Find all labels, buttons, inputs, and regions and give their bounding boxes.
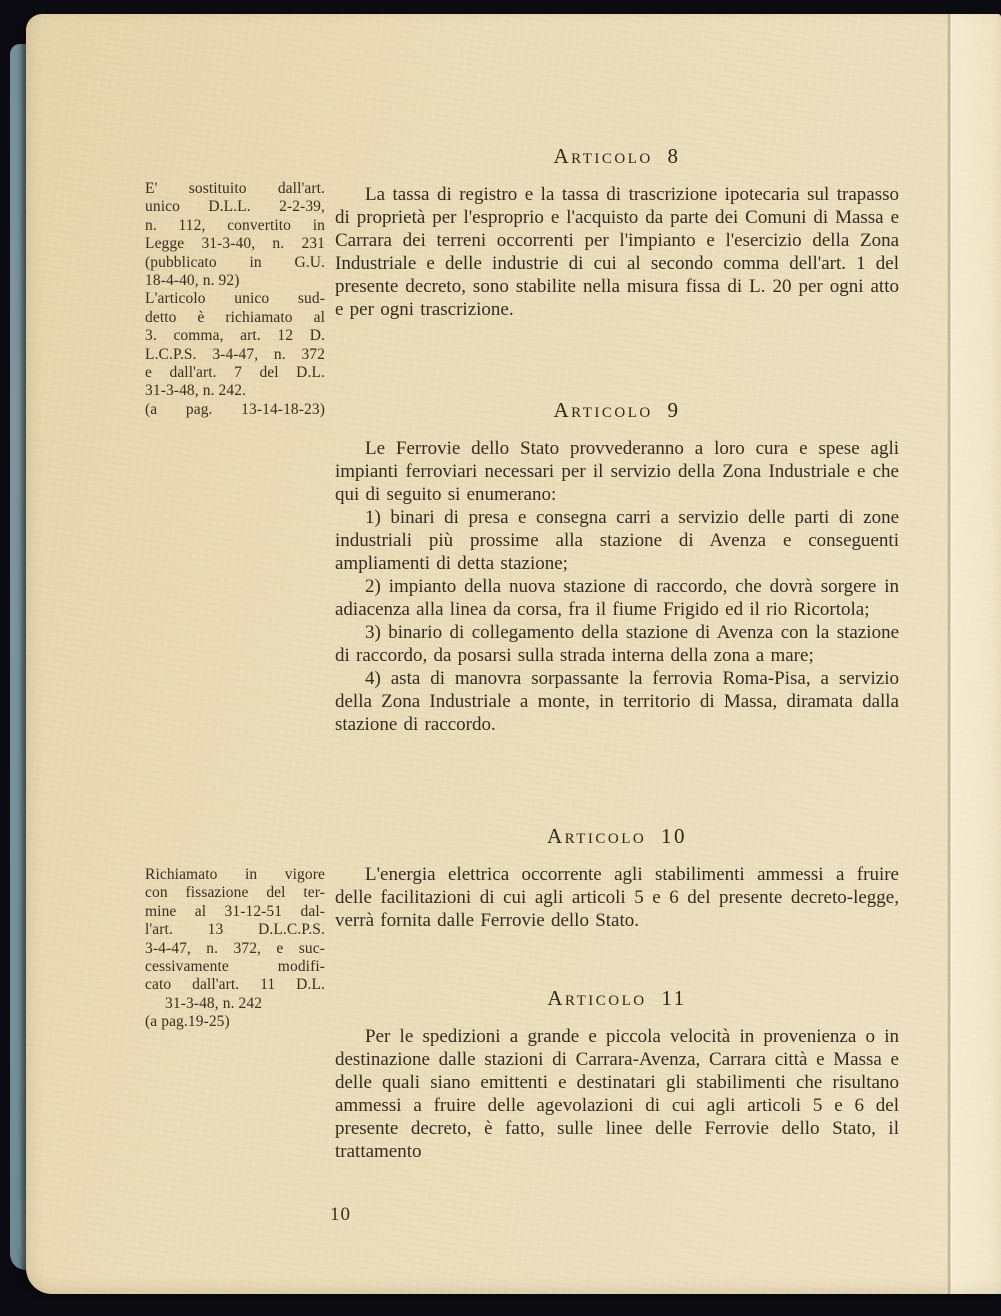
margin-note-line: 31-3-48, n. 242. xyxy=(145,382,247,400)
margin-note-line: L'articolo unico sud- xyxy=(145,290,325,308)
margin-note-line: 3-4-47, n. 372, e suc- xyxy=(145,939,325,957)
page-gutter-highlight xyxy=(951,14,1001,1294)
article-9-heading: Articolo 9 xyxy=(553,398,681,422)
margin-note-line: 31-3-48, n. 242 xyxy=(165,994,263,1012)
margin-note-line: (a pag. 13-14-18-23) xyxy=(145,400,325,418)
book-page xyxy=(26,14,1001,1294)
margin-note-line: L.C.P.S. 3-4-47, n. 372 xyxy=(145,345,325,363)
article-9 xyxy=(335,398,899,736)
margin-note-line: (a pag.19-25) xyxy=(145,1013,230,1031)
margin-note-line: unico D.L.L. 2-2-39, xyxy=(145,198,325,216)
margin-note-line: cessivamente modifi- xyxy=(145,958,325,976)
article-9-list-item: 1) binari di presa e consegna carri a servizio delle parti di zone industriali più prossime alla stazione di Avenza e conseguenti ampliamenti di detta stazione; xyxy=(335,507,899,574)
margin-note-line: 3. comma, art. 12 D. xyxy=(145,327,325,345)
margin-note-line: cato dall'art. 11 D.L. xyxy=(145,976,325,994)
article-9-list-item: 2) impianto della nuova stazione di raccordo, che dovrà sorgere in adiacenza alla linea da corsa, fra il fiume Frigido ed il rio Ricortola; xyxy=(335,576,899,620)
article-10 xyxy=(335,824,899,932)
article-8-paragraph: La tassa di registro e la tassa di trascrizione ipotecaria sul trapasso di proprietà per l'esproprio e l'acquisto da parte dei Comuni di Massa e Carrara dei terreni occorrenti per l'impianto e l'esercizio della Zona Industriale e delle industrie di cui al secondo comma dell'art. 1 del presente decreto, sono stabilite nella misura fissa di L. 20 per ogni atto e per ogni trascrizione. xyxy=(335,184,899,320)
article-8 xyxy=(335,144,899,321)
margin-note-article-10 xyxy=(145,866,325,1032)
margin-note-article-8 xyxy=(145,180,325,419)
article-8-heading: Articolo 8 xyxy=(553,144,681,168)
margin-note-line: (pubblicato in G.U. xyxy=(145,253,325,271)
article-10-paragraph: L'energia elettrica occorrente agli stabilimenti ammessi a fruire delle facilitazioni di cui agli articoli 5 e 6 del presente decreto-legge, verrà fornita dalle Ferrovie dello Stato. xyxy=(335,864,899,931)
article-11-heading: Articolo 11 xyxy=(547,986,687,1010)
margin-note-line: E' sostituito dall'art. xyxy=(145,180,325,197)
article-10-heading: Articolo 10 xyxy=(546,824,687,848)
article-11-paragraph: Per le spedizioni a grande e piccola velocità in provenienza o in destinazione dalle stazioni di Carrara-Avenza, Carrara città e Massa e delle quali siano emittenti e destinatari gli stabilimenti che risultano ammessi a fruire delle agevolazioni di cui agli articoli 5 e 6 del presente decreto, è fatto, sulle linee delle Ferrovie dello Stato, il trattamento xyxy=(335,1026,899,1162)
margin-note-line: Legge 31-3-40, n. 231 xyxy=(145,235,325,253)
margin-note-line: Richiamato in vigore xyxy=(145,866,325,883)
margin-note-line: e dall'art. 7 del D.L. xyxy=(145,364,325,382)
article-9-list-item: 3) binario di collegamento della stazione di Avenza con la stazione di raccordo, da posarsi sulla strada interna della zona a mare; xyxy=(335,622,899,666)
margin-note-line: con fissazione del ter- xyxy=(145,884,325,902)
margin-note-line: mine al 31-12-51 dal- xyxy=(145,902,325,920)
margin-note-line: n. 112, convertito in xyxy=(145,216,325,234)
margin-note-line: l'art. 13 D.L.C.P.S. xyxy=(145,921,325,939)
article-9-paragraph: Le Ferrovie dello Stato provvederanno a loro cura e spese agli impianti ferroviari necessari per il servizio della Zona Industriale e che qui di seguito si enumerano: xyxy=(335,438,899,505)
margin-note-line: detto è richiamato al xyxy=(145,308,325,326)
article-11 xyxy=(335,986,899,1163)
page-number: 10 xyxy=(330,1204,351,1225)
margin-note-line: 18-4-40, n. 92) xyxy=(145,272,240,290)
main-text-column xyxy=(335,14,899,1294)
article-9-list-item: 4) asta di manovra sorpassante la ferrovia Roma-Pisa, a servizio della Zona Industriale a monte, in territorio di Massa, diramata dalla stazione di raccordo. xyxy=(335,668,899,735)
